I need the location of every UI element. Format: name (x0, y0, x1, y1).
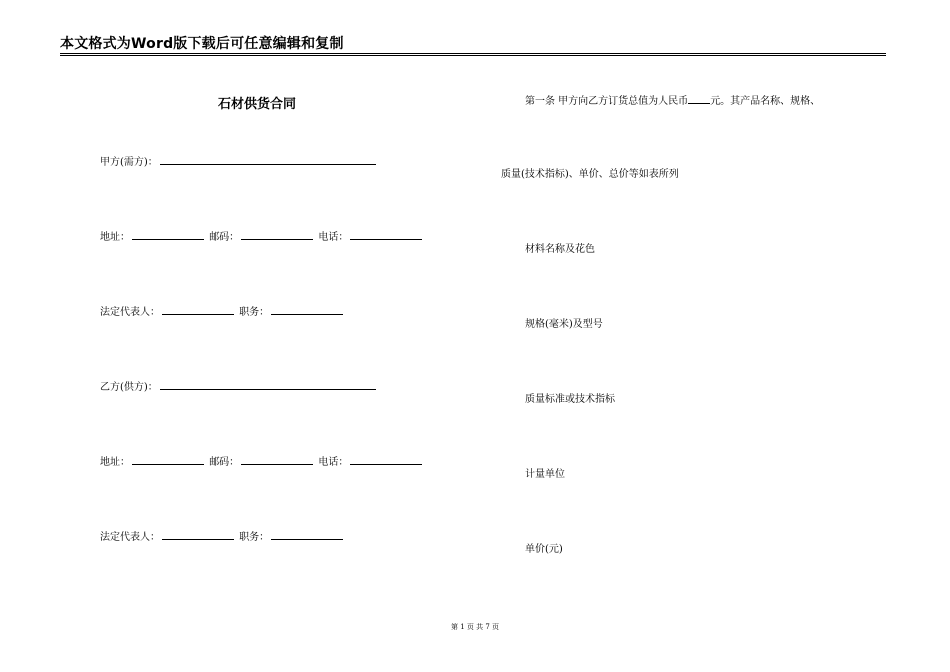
phone-b-label: 电话： (318, 457, 349, 468)
item-material-name: 材料名称及花色 (525, 244, 595, 255)
rep-a-label: 法定代表人： (100, 307, 160, 318)
party-b-blank[interactable] (160, 379, 376, 390)
article-1-continuation: 质量(技术指标)、单价、总价等如表所列 (501, 169, 679, 180)
party-b-line (100, 379, 378, 395)
postcode-a-blank[interactable] (241, 229, 313, 240)
postcode-a-label: 邮码： (209, 232, 240, 243)
position-a-label: 职务： (239, 307, 270, 318)
postcode-b-label: 邮码： (209, 457, 240, 468)
position-a-blank[interactable] (271, 304, 343, 315)
header-rule (60, 53, 886, 56)
rep-b-line (100, 529, 345, 545)
item-unit: 计量单位 (525, 469, 565, 480)
position-b-label: 职务： (239, 532, 270, 543)
address-a-label: 地址： (100, 232, 130, 243)
party-b-label: 乙方(供方)： (100, 382, 158, 393)
item-unit-price: 单价(元) (525, 544, 563, 555)
item-specification: 规格(毫米)及型号 (525, 319, 603, 330)
article-1-text-end: 元。其产品名称、规格、 (710, 96, 821, 107)
party-a-label: 甲方(需方)： (100, 157, 158, 168)
rep-a-line (100, 304, 345, 320)
address-a-blank[interactable] (132, 229, 204, 240)
position-b-blank[interactable] (271, 529, 343, 540)
phone-a-blank[interactable] (350, 229, 422, 240)
rep-b-blank[interactable] (162, 529, 234, 540)
page-footer: 第 1 页 共 7 页 (450, 623, 500, 631)
address-b-blank[interactable] (132, 454, 204, 465)
item-quality-standard: 质量标准或技术指标 (525, 394, 615, 405)
party-a-line (100, 154, 378, 170)
postcode-b-blank[interactable] (241, 454, 313, 465)
phone-a-label: 电话： (318, 232, 349, 243)
page-header: 本文格式为Word版下载后可任意编辑和复制 (60, 36, 344, 52)
party-a-blank[interactable] (160, 154, 376, 165)
address-b-label: 地址： (100, 457, 130, 468)
article-1-text-start: 第一条 甲方向乙方订货总值为人民币 (525, 96, 689, 107)
phone-b-blank[interactable] (350, 454, 422, 465)
address-b-line (100, 454, 424, 470)
article-1-line (525, 93, 820, 109)
address-a-line (100, 229, 424, 245)
rep-a-blank[interactable] (162, 304, 234, 315)
document-title: 石材供货合同 (218, 97, 297, 112)
rep-b-label: 法定代表人： (100, 532, 160, 543)
total-value-blank[interactable] (688, 93, 710, 104)
